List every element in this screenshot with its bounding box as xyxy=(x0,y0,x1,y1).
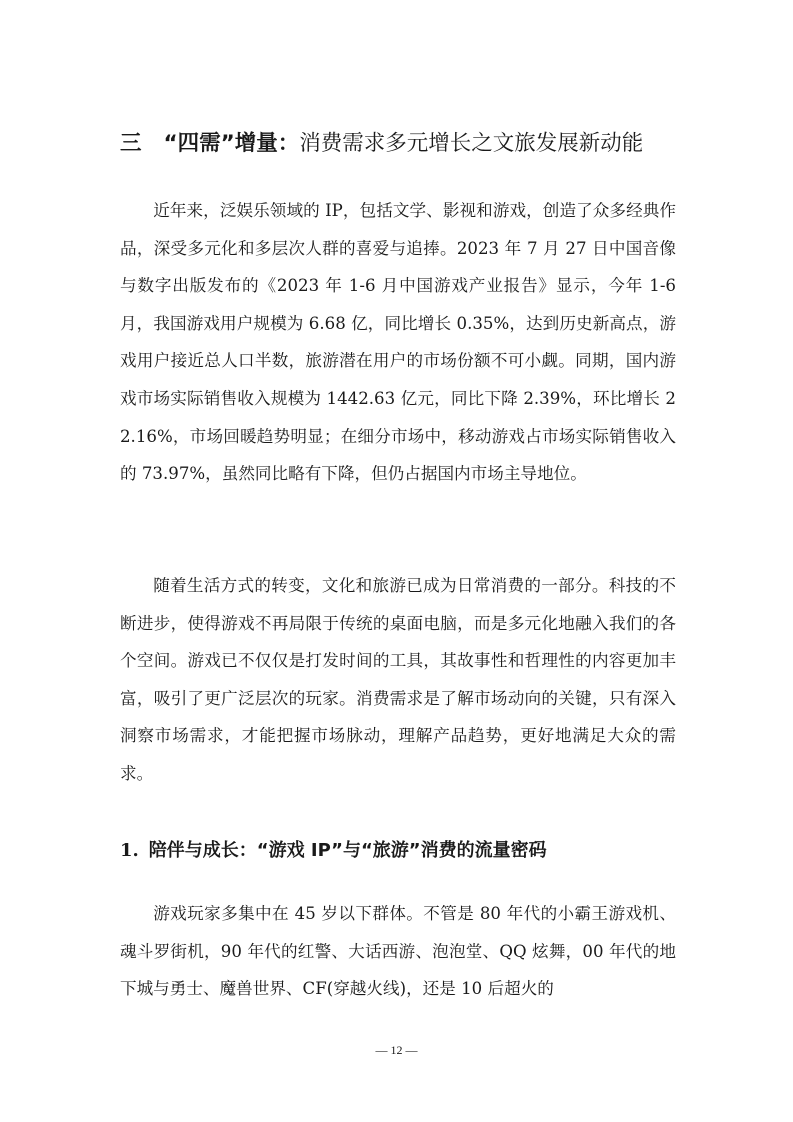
page-number: — 12 — xyxy=(375,1043,418,1057)
body-paragraph: 随着生活方式的转变，文化和旅游已成为日常消费的一部分。科技的不断进步，使得游戏不再局限于传统的桌面电脑，而是多元化地融入我们的各个空间。游戏已不仅仅是打发时间的工具，其故事性和哲理性的内容更加丰富，吸引了更广泛层次的玩家。消费需求是了解市场动向的关键，只有深入洞察市场需求，才能把握市场脉动，理解产品趋势，更好地满足大众的需求。 xyxy=(120,576,676,783)
section-heading-lead: “四需”增量： xyxy=(163,131,300,156)
body-paragraph: 游戏玩家多集中在 45 岁以下群体。不管是 80 年代的小霸王游戏机、魂斗罗街机，90 年代的红警、大话西游、泡泡堂、QQ 炫舞，00 年代的地下城与勇士、魔兽世界、CF(穿越火线)，还是 10 后超火的 xyxy=(120,904,676,999)
subsection-heading xyxy=(120,836,680,866)
section-heading xyxy=(120,128,680,160)
subsection-number: 1. xyxy=(120,840,139,861)
subsection-title: 陪伴与成长：“游戏 IP”与“旅游”消费的流量密码 xyxy=(148,840,547,861)
section-heading-title: 消费需求多元增长之文旅发展新动能 xyxy=(299,131,644,156)
body-paragraph: 近年来，泛娱乐领域的 IP，包括文学、影视和游戏，创造了众多经典作品，深受多元化和多层次人群的喜爱与追捧。2023 年 7 月 27 日中国音像与数字出版发布的《2023 年 1-6 月中国游戏产业报告》显示，今年 1-6 月，我国游戏用户规模为 6.68 亿，同比增长 0.35%，达到历史新高点，游戏用户接近总人口半数，旅游潜在用户的市场份额不可小觑。同期，国内游戏市场实际销售收入规模为 1442.63 亿元，同比下降 2.39%，环比增长 22.16%，市场回暖趋势明显；在细分市场中，移动游戏占市场实际销售收入的 73.97%，虽然同比略有下降，但仍占据国内市场主导地位。 xyxy=(120,201,676,484)
section-number: 三 xyxy=(120,131,142,156)
